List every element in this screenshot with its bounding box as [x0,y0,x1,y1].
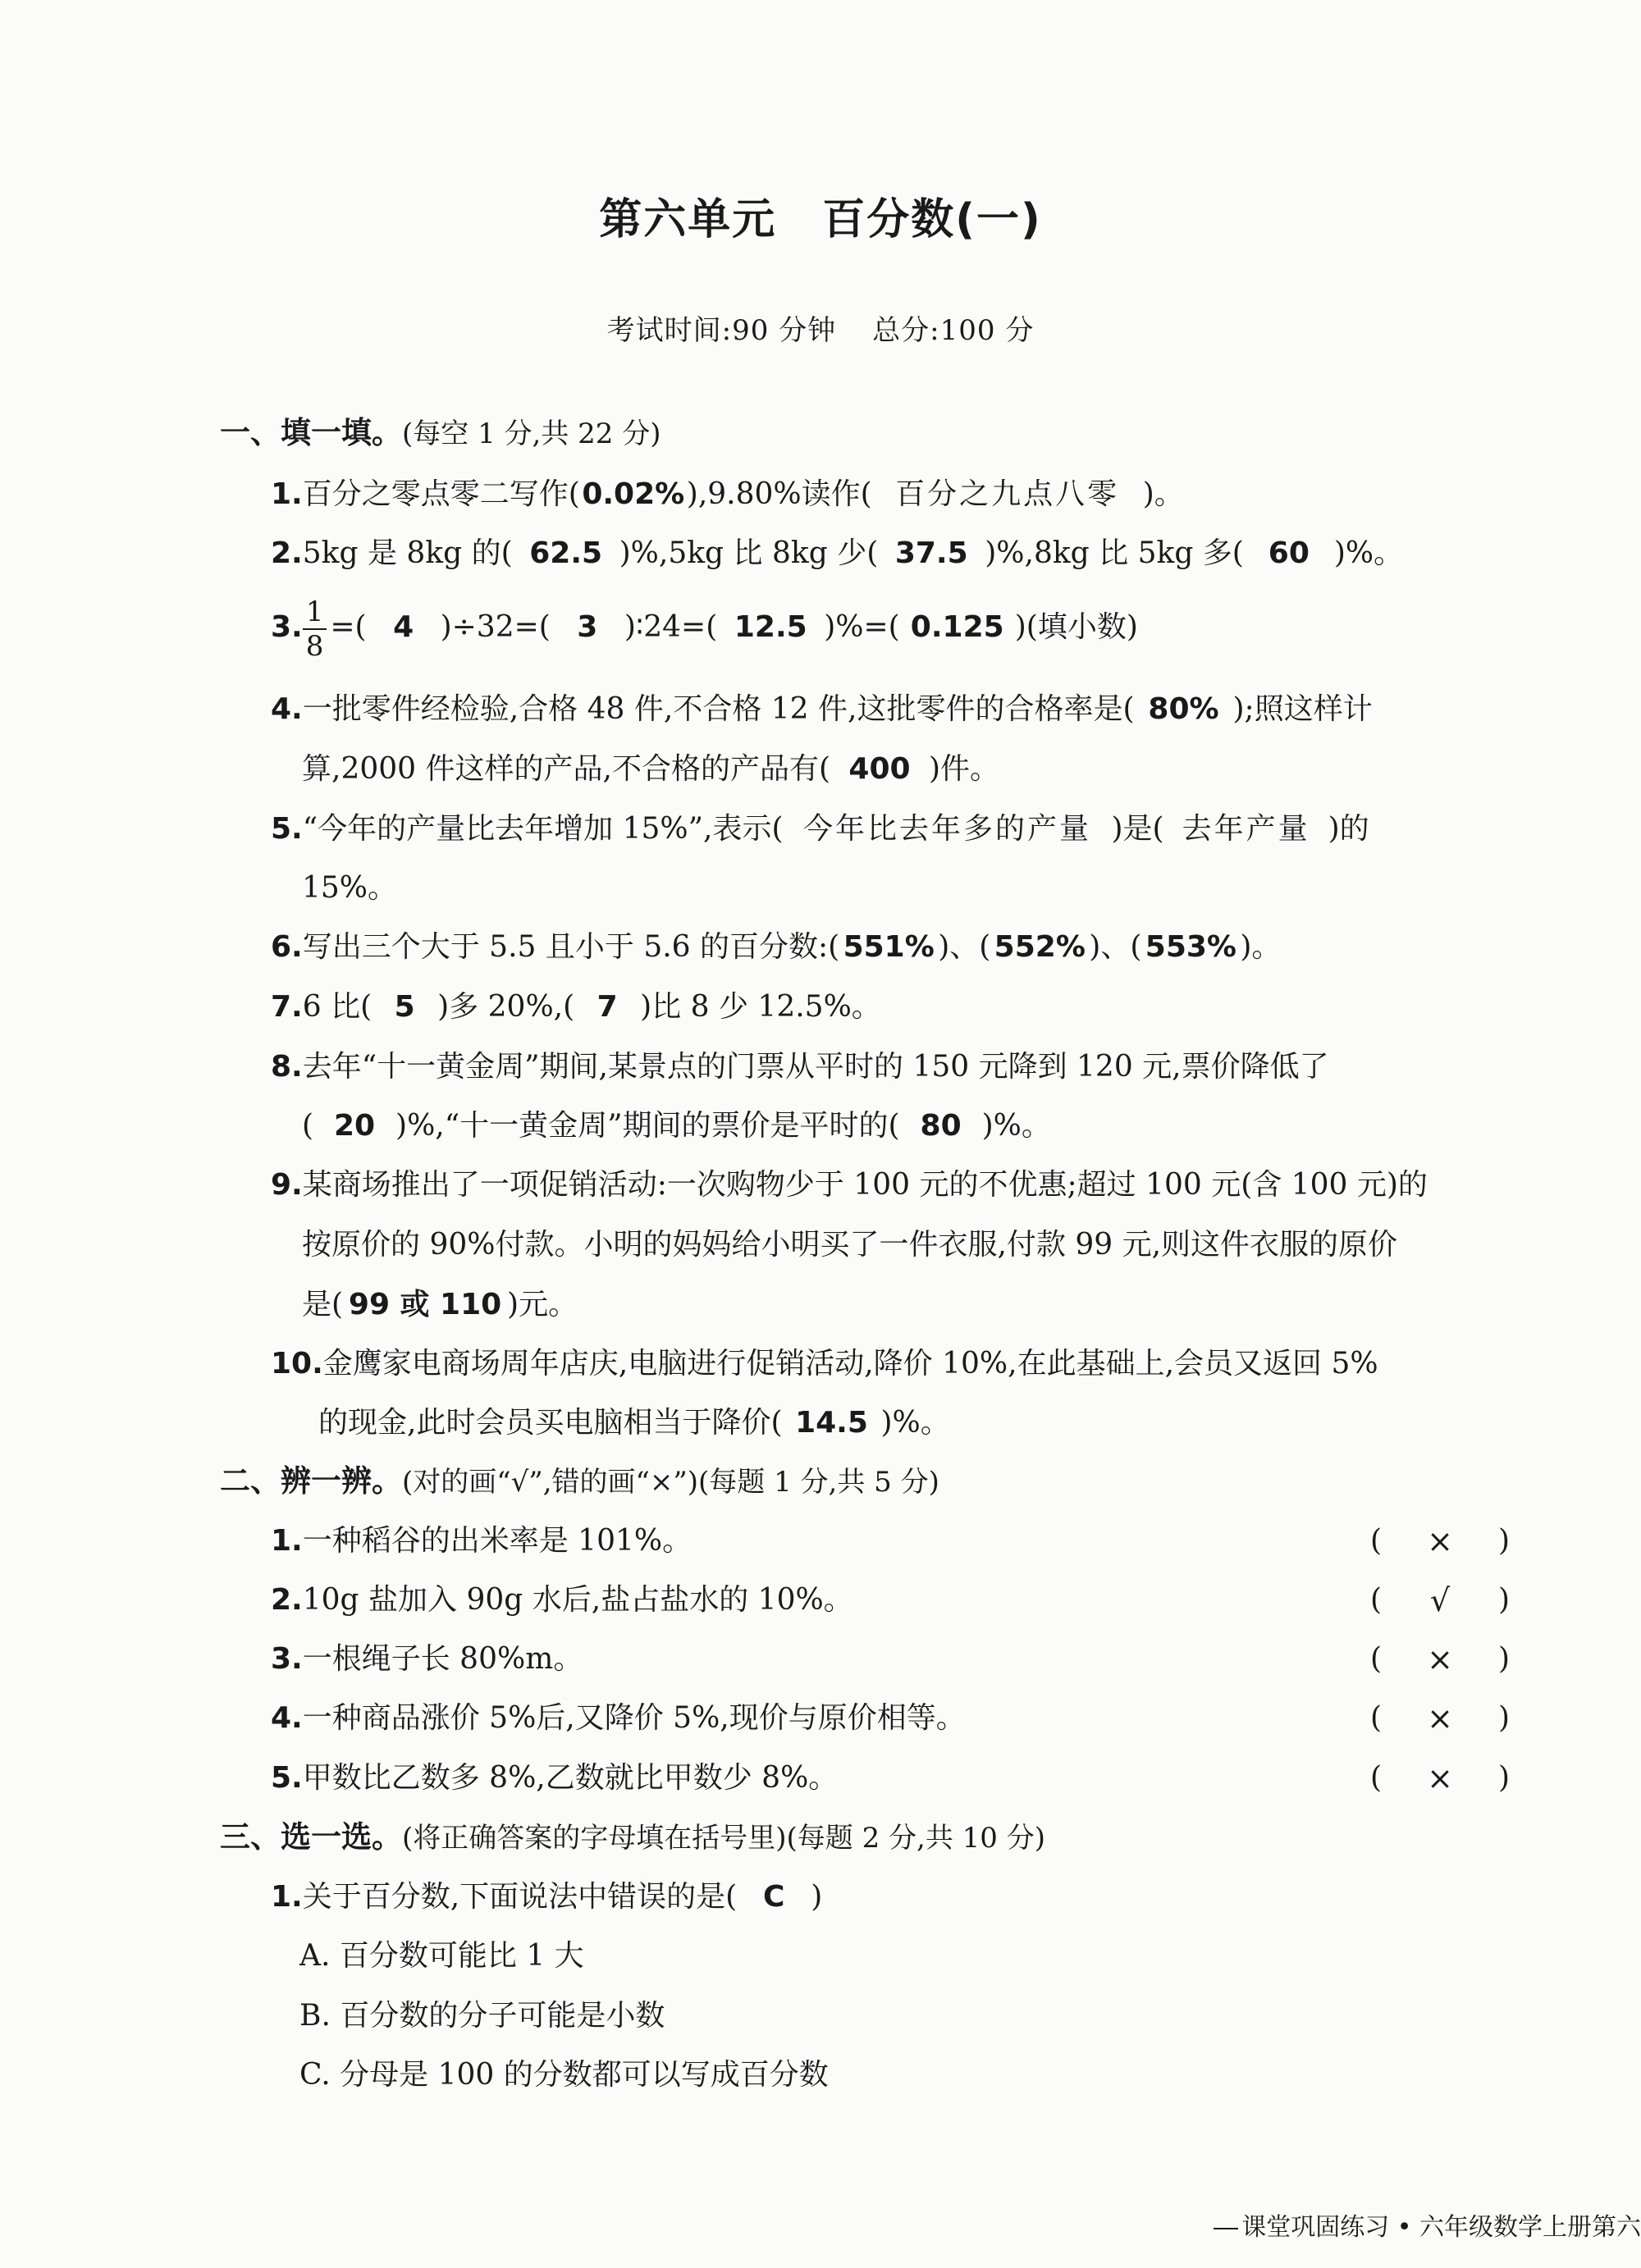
answer: 62.5 [529,536,603,570]
question-1-10-cont: 的现金,此时会员买电脑相当于降价( 14.5 )%。 [318,1404,950,1442]
answer-mark: × [1427,1700,1453,1736]
judge-answer-2: ( √ ) [1370,1582,1510,1618]
question-1-10: 10.金鹰家电商场周年店庆,电脑进行促销活动,降价 10%,在此基础上,会员又返回 5% [271,1347,1378,1380]
footer-dash [1214,2228,1238,2229]
answer: 4 [393,610,414,644]
answer-mark: × [1427,1523,1453,1559]
answer: 3 [577,610,598,644]
answer: 5 [394,990,415,1024]
judge-answer-5: ( × ) [1370,1760,1510,1796]
question-1-9-cont: 按原价的 90%付款。小明的妈妈给小明买了一件衣服,付款 99 元,则这件衣服的原价 [302,1228,1398,1262]
answer-mark: × [1427,1760,1453,1796]
judge-item-4: 4.一种商品涨价 5%后,又降价 5%,现价与原价相等。 [271,1701,966,1735]
answer: 80 [920,1109,962,1143]
answer: 0.02% [582,477,685,511]
question-1-6: 6.写出三个大于 5.5 且小于 5.6 的百分数:( 551% )、( 552% )、( 553% )。 [271,929,1281,966]
answer: 去年产量 [1182,812,1310,846]
judge-item-3: 3.一根绳子长 80%m。 [271,1642,583,1676]
answer: 今年比去年多的产量 [802,812,1091,846]
answer: 99 或 110 [348,1288,502,1321]
judge-answer-3: ( × ) [1370,1641,1510,1677]
choice-option-c: C. 分母是 100 的分数都可以写成百分数 [299,2058,829,2092]
answer: 20 [333,1109,376,1143]
question-1-2: 2.5kg 是 8kg 的( 62.5 )%,5kg 比 8kg 少( 37.5 )%,8kg 比 5kg 多( 60 )%。 [271,535,1403,573]
answer: 551% [843,930,935,964]
answer: 553% [1145,930,1236,964]
question-1-7: 7.6 比( 5 )多 20%,( 7 )比 8 少 12.5%。 [271,988,881,1026]
choice-question-1: 1.关于百分数,下面说法中错误的是( C ) [271,1878,822,1916]
answer: 7 [597,990,618,1024]
section-3-heading: 三、选一选。(将正确答案的字母填在括号里)(每题 2 分,共 10 分) [220,1819,1045,1855]
page-title [0,185,1641,246]
answer: 60 [1268,536,1310,570]
question-1-8: 8.去年“十一黄金周”期间,某景点的门票从平时的 150 元降到 120 元,票价降低了 [271,1050,1329,1084]
question-1-9-cont2: 是( 99 或 110 )元。 [302,1286,578,1324]
answer: C [763,1880,785,1914]
question-1-5-cont: 15%。 [302,871,398,905]
choice-option-a: A. 百分数可能比 1 大 [299,1939,584,1973]
judge-answer-4: ( × ) [1370,1700,1510,1736]
answer-mark: √ [1429,1582,1451,1618]
question-1-4-cont: 算,2000 件这样的产品,不合格的产品有( 400 )件。 [302,751,999,788]
answer: 14.5 [795,1406,868,1440]
question-1-3: 3. $\frac{1}{8}$ =( 4 )÷32=( 3 )∶24=( 12.5 )%=( 0.125 )(填小数) [271,596,1138,663]
question-1-4: 4.一批零件经检验,合格 48 件,不合格 12 件,这批零件的合格率是( 80% );照这样计 [271,691,1373,728]
answer: 0.125 [910,610,1004,644]
page-footer: 课堂巩固练习 • 六年级数学上册第六 [1214,2206,1641,2243]
question-1-5: 5.“今年的产量比去年增加 15%”,表示( 今年比去年多的产量 )是( 去年产量 )的 [271,810,1369,848]
question-1-1: 1.百分之零点零二写作(0.02%),9.80%读作( 百分之九点八零 )。 [271,476,1184,513]
answer: 80% [1148,692,1219,726]
answer: 百分之九点八零 [895,477,1120,511]
exam-time: 考试时间:90 分钟 [606,314,837,347]
judge-item-2: 2.10g 盐加入 90g 水后,盐占盐水的 10%。 [271,1583,853,1617]
answer: 400 [848,752,911,786]
choice-option-b: B. 百分数的分子可能是小数 [299,1999,665,2033]
fraction-one-eighth: $\frac{1}{8}$ [303,596,327,663]
title-unit: 第六单元 [599,195,777,244]
answer-mark: × [1427,1641,1453,1677]
answer: 12.5 [734,610,807,644]
judge-item-5: 5.甲数比乙数多 8%,乙数就比甲数少 8%。 [271,1761,839,1795]
question-1-8-cont: ( 20 )%,“十一黄金周”期间的票价是平时的( 80 )%。 [302,1107,1051,1145]
judge-item-1: 1.一种稻谷的出米率是 101%。 [271,1524,693,1558]
exam-info [0,308,1641,348]
section-1-heading: 一、填一填。(每空 1 分,共 22 分) [220,415,661,450]
judge-answer-1: ( × ) [1370,1523,1510,1559]
answer: 37.5 [894,536,968,570]
question-1-9: 9.某商场推出了一项促销活动:一次购物少于 100 元的不优惠;超过 100 元(含 100 元)的 [271,1168,1428,1202]
exam-total: 总分:100 分 [872,314,1035,347]
title-topic: 百分数(一) [822,195,1042,244]
section-2-heading: 二、辨一辨。(对的画“√”,错的画“×”)(每题 1 分,共 5 分) [220,1463,939,1499]
answer: 552% [994,930,1086,964]
